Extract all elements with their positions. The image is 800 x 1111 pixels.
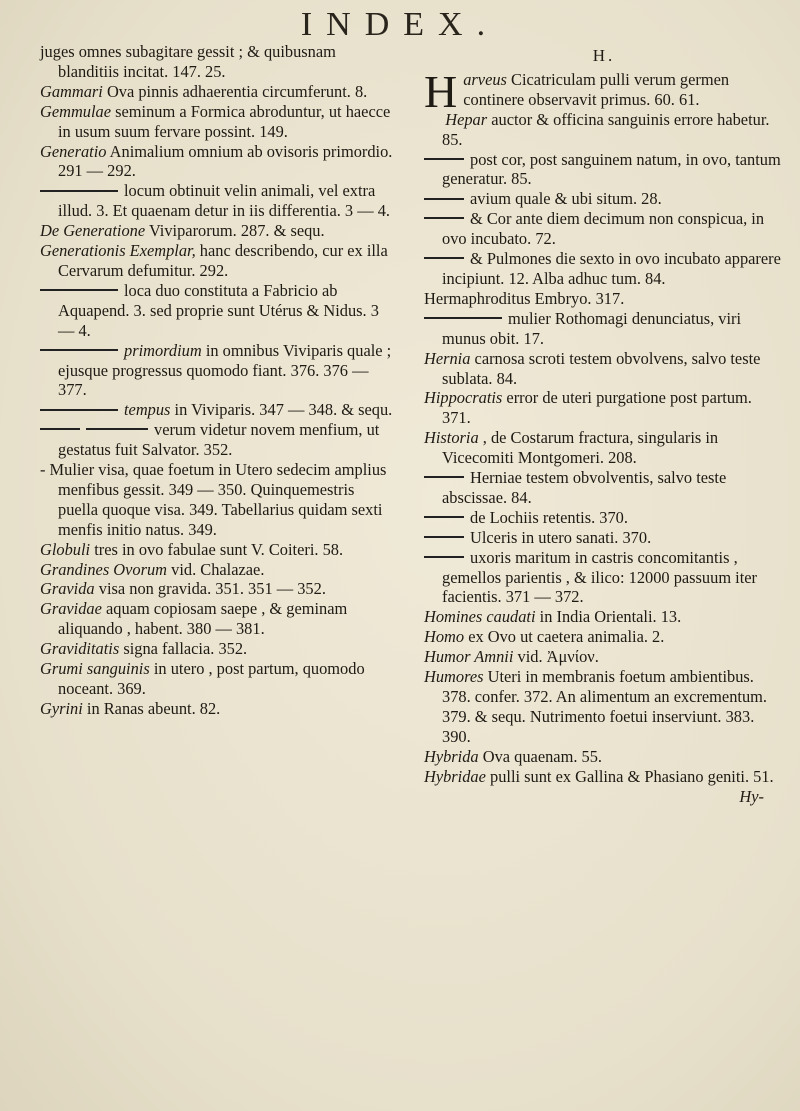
- entry-term: Hybrida: [424, 746, 479, 766]
- entry-term: Gemmulae: [40, 101, 112, 121]
- entry-text: in omnibus Viviparis quale ; ejusque progressus quomodo fiant. 376. 376 — 377.: [58, 340, 392, 400]
- entry-text: mulier Rothomagi denunciatus, viri munus obit. 17.: [442, 308, 742, 348]
- first-entry: [424, 65, 784, 117]
- entry-term: Grumi sanguinis: [40, 659, 150, 679]
- entry-text: in India Orientali. 13.: [539, 607, 682, 627]
- entry-text: Cicatriculam pulli verum germen continere observavit primus. 60. 61.: [463, 69, 730, 109]
- index-entry: [424, 110, 784, 150]
- ditto-dash: [40, 190, 118, 192]
- ditto-dash: [424, 556, 464, 558]
- ditto-dash: [40, 409, 118, 411]
- index-entry: [424, 767, 784, 787]
- ditto-dash: [424, 217, 464, 219]
- index-entry: [424, 508, 784, 528]
- entry-term: tempus: [124, 400, 171, 420]
- entry-term: Hippocratis: [424, 388, 503, 408]
- ditto-dash: [40, 349, 118, 351]
- index-entry: [424, 349, 784, 389]
- entry-text: avium quale & ubi situm. 28.: [470, 189, 662, 209]
- index-entry: [424, 627, 784, 647]
- entry-term: Grandines Ovorum: [40, 559, 168, 579]
- page-header: INDEX.: [300, 6, 500, 43]
- index-entry: [424, 607, 784, 627]
- index-entry: [40, 221, 395, 241]
- entry-text: visa non gravida. 351. 351 — 352.: [98, 579, 326, 599]
- entry-text: signa fallacia. 352.: [123, 639, 248, 659]
- entry-term: Homo: [424, 627, 465, 647]
- entry-text: aquam copiosam saepe , & geminam aliquando , habent. 380 — 381.: [58, 599, 348, 639]
- index-entry: [424, 189, 784, 209]
- entry-term: Generationis Exemplar,: [40, 241, 196, 261]
- entry-term: Graviditatis: [40, 639, 120, 659]
- entry-term: Humores: [424, 667, 484, 687]
- index-entry: [40, 420, 395, 460]
- entry-text: in Ranas abeunt. 82.: [86, 698, 221, 718]
- index-entry: [424, 528, 784, 548]
- index-entry: [40, 341, 395, 401]
- entry-term: Gammari: [40, 81, 103, 101]
- ditto-dash: [40, 428, 80, 430]
- ditto-dash: [424, 257, 464, 259]
- entry-text: vid. Chalazae.: [171, 559, 265, 579]
- entry-term: De Generatione: [40, 221, 146, 241]
- entry-text: tres in ovo fabulae sunt V. Coiteri. 58.: [94, 539, 344, 559]
- index-entry: [40, 102, 395, 142]
- index-entry: [40, 82, 395, 102]
- entry-text: post cor, post sanguinem natum, in ovo, tantum generatur. 85.: [442, 149, 781, 189]
- index-entry: [424, 428, 784, 468]
- entry-term: Hernia: [424, 348, 471, 368]
- entry-text: Viviparorum. 287. & sequ.: [148, 221, 325, 241]
- entry-term: Globuli: [40, 539, 91, 559]
- catchword: Hy-: [739, 786, 764, 806]
- index-entry: [40, 639, 395, 659]
- left-column: [40, 42, 395, 719]
- entry-term: Hybridae: [424, 766, 486, 786]
- entry-term: Historia: [424, 428, 479, 448]
- index-entry: [424, 468, 784, 508]
- index-entry: [40, 599, 395, 639]
- entry-text: locum obtinuit velin animali, vel extra illud. 3. Et quaenam detur in iis differentia. 3 — 4.: [58, 181, 390, 221]
- entry-term: Gravida: [40, 579, 95, 599]
- right-column: [424, 42, 784, 806]
- entry-term: Hepar: [445, 109, 488, 129]
- index-entry: [40, 42, 395, 82]
- entry-text: Animalium omnium ab ovisoris primordio. 291 — 292.: [58, 141, 393, 181]
- entry-term: primordium: [124, 340, 202, 360]
- index-entry: [424, 249, 784, 289]
- drop-cap: H: [424, 65, 458, 117]
- index-entry: [424, 548, 784, 608]
- ditto-dash: [424, 158, 464, 160]
- ditto-dash: [424, 476, 464, 478]
- index-entry: [40, 579, 395, 599]
- ditto-dash: [86, 428, 148, 430]
- entry-text: uxoris maritum in castris concomitantis , gemellos parientis , & ilico: 12000 passuum iter facientis. 371 — 372.: [442, 547, 758, 607]
- entry-text: de Lochiis retentis. 370.: [470, 507, 628, 527]
- index-entry: [40, 241, 395, 281]
- entry-term: arveus: [463, 69, 507, 89]
- index-entry: [424, 309, 784, 349]
- entry-text: & Cor ante diem decimum non conspicua, in ovo incubato. 72.: [442, 209, 765, 249]
- ditto-dash: [424, 536, 464, 538]
- index-entry: [40, 281, 395, 341]
- index-entry: [424, 150, 784, 190]
- right-entries: [424, 110, 784, 787]
- entry-text: , de Costarum fractura, singularis in Vicecomiti Montgomeri. 208.: [442, 428, 719, 468]
- entry-term: Gravidae: [40, 599, 102, 619]
- index-entry: [40, 659, 395, 699]
- ditto-dash: [40, 289, 118, 291]
- entry-text: in Viviparis. 347 — 348. & sequ.: [174, 400, 393, 420]
- index-entry: [424, 647, 784, 667]
- ditto-dash: [424, 317, 502, 319]
- entry-term: Generatio: [40, 141, 107, 161]
- entry-text: auctor & officina sanguinis errore habetur. 85.: [442, 109, 770, 149]
- index-entry: [424, 289, 784, 309]
- entry-text: vid. Ἀμνίον.: [517, 647, 599, 667]
- entry-text: & Pulmones die sexto in ovo incubato apparere incipiunt. 12. Alba adhuc tum. 84.: [442, 249, 781, 288]
- entry-text: Ulceris in utero sanati. 370.: [470, 527, 652, 547]
- index-entry: [424, 209, 784, 249]
- index-entry: [40, 460, 395, 540]
- index-entry: [40, 560, 395, 580]
- entry-text: Herniae testem obvolventis, salvo teste abscissae. 84.: [442, 468, 727, 507]
- entry-text: Uteri in membranis foetum ambientibus. 378. confer. 372. An alimentum an excrementum. 379. & sequ. Nutrimento foetui inserviunt. 383. 390.: [442, 667, 767, 746]
- entry-text: verum videtur novem menfium, ut gestatus fuit Salvator. 352.: [58, 420, 380, 460]
- entry-text: - Mulier visa, quae foetum in Utero sedecim amplius menfibus gessit. 349 — 350. Quinquemestris puella quoque visa. 349. Tabellarius quidam sexti menfis initio natus. 349.: [40, 460, 387, 539]
- index-entry: [424, 667, 784, 747]
- entry-term: Gyrini: [40, 698, 83, 718]
- entry-text: juges omnes subagitare gessit ; & quibusnam blanditiis incitat. 147. 25.: [40, 42, 336, 81]
- entry-text: loca duo constituta a Fabricio ab Aquapend. 3. sed proprie sunt Utérus & Nidus. 3 — 4.: [58, 280, 379, 340]
- entry-text: seminum a Formica abroduntur, ut haecce in usum suum fervare possint. 149.: [58, 101, 391, 141]
- index-entry: [40, 699, 395, 719]
- entry-text: Ova pinnis adhaerentia circumferunt. 8.: [106, 81, 368, 101]
- section-letter: H.: [592, 46, 616, 65]
- entry-text: ex Ovo ut caetera animalia. 2.: [468, 627, 665, 647]
- entry-text: Ova quaenam. 55.: [482, 746, 602, 766]
- index-entry: [40, 540, 395, 560]
- entry-text: Hermaphroditus Embryo. 317.: [424, 288, 625, 308]
- entry-text: pulli sunt ex Gallina & Phasiano geniti. 51.: [490, 766, 774, 786]
- entry-text: hanc describendo, cur ex illa Cervarum defumitur. 292.: [58, 241, 388, 280]
- index-entry: [40, 181, 395, 221]
- index-entry: [40, 142, 395, 182]
- entry-text: carnosa scroti testem obvolvens, salvo teste sublata. 84.: [442, 348, 761, 388]
- entry-text: error de uteri purgatione post partum. 371.: [442, 388, 752, 428]
- index-entry: [40, 400, 395, 420]
- entry-term: Homines caudati: [424, 607, 536, 627]
- ditto-dash: [424, 516, 464, 518]
- ditto-dash: [424, 198, 464, 200]
- index-entry: [424, 747, 784, 767]
- entry-term: Humor Amnii: [424, 647, 514, 667]
- index-entry: [424, 388, 784, 428]
- entry-text: in utero , post partum, quomodo noceant. 369.: [58, 659, 365, 698]
